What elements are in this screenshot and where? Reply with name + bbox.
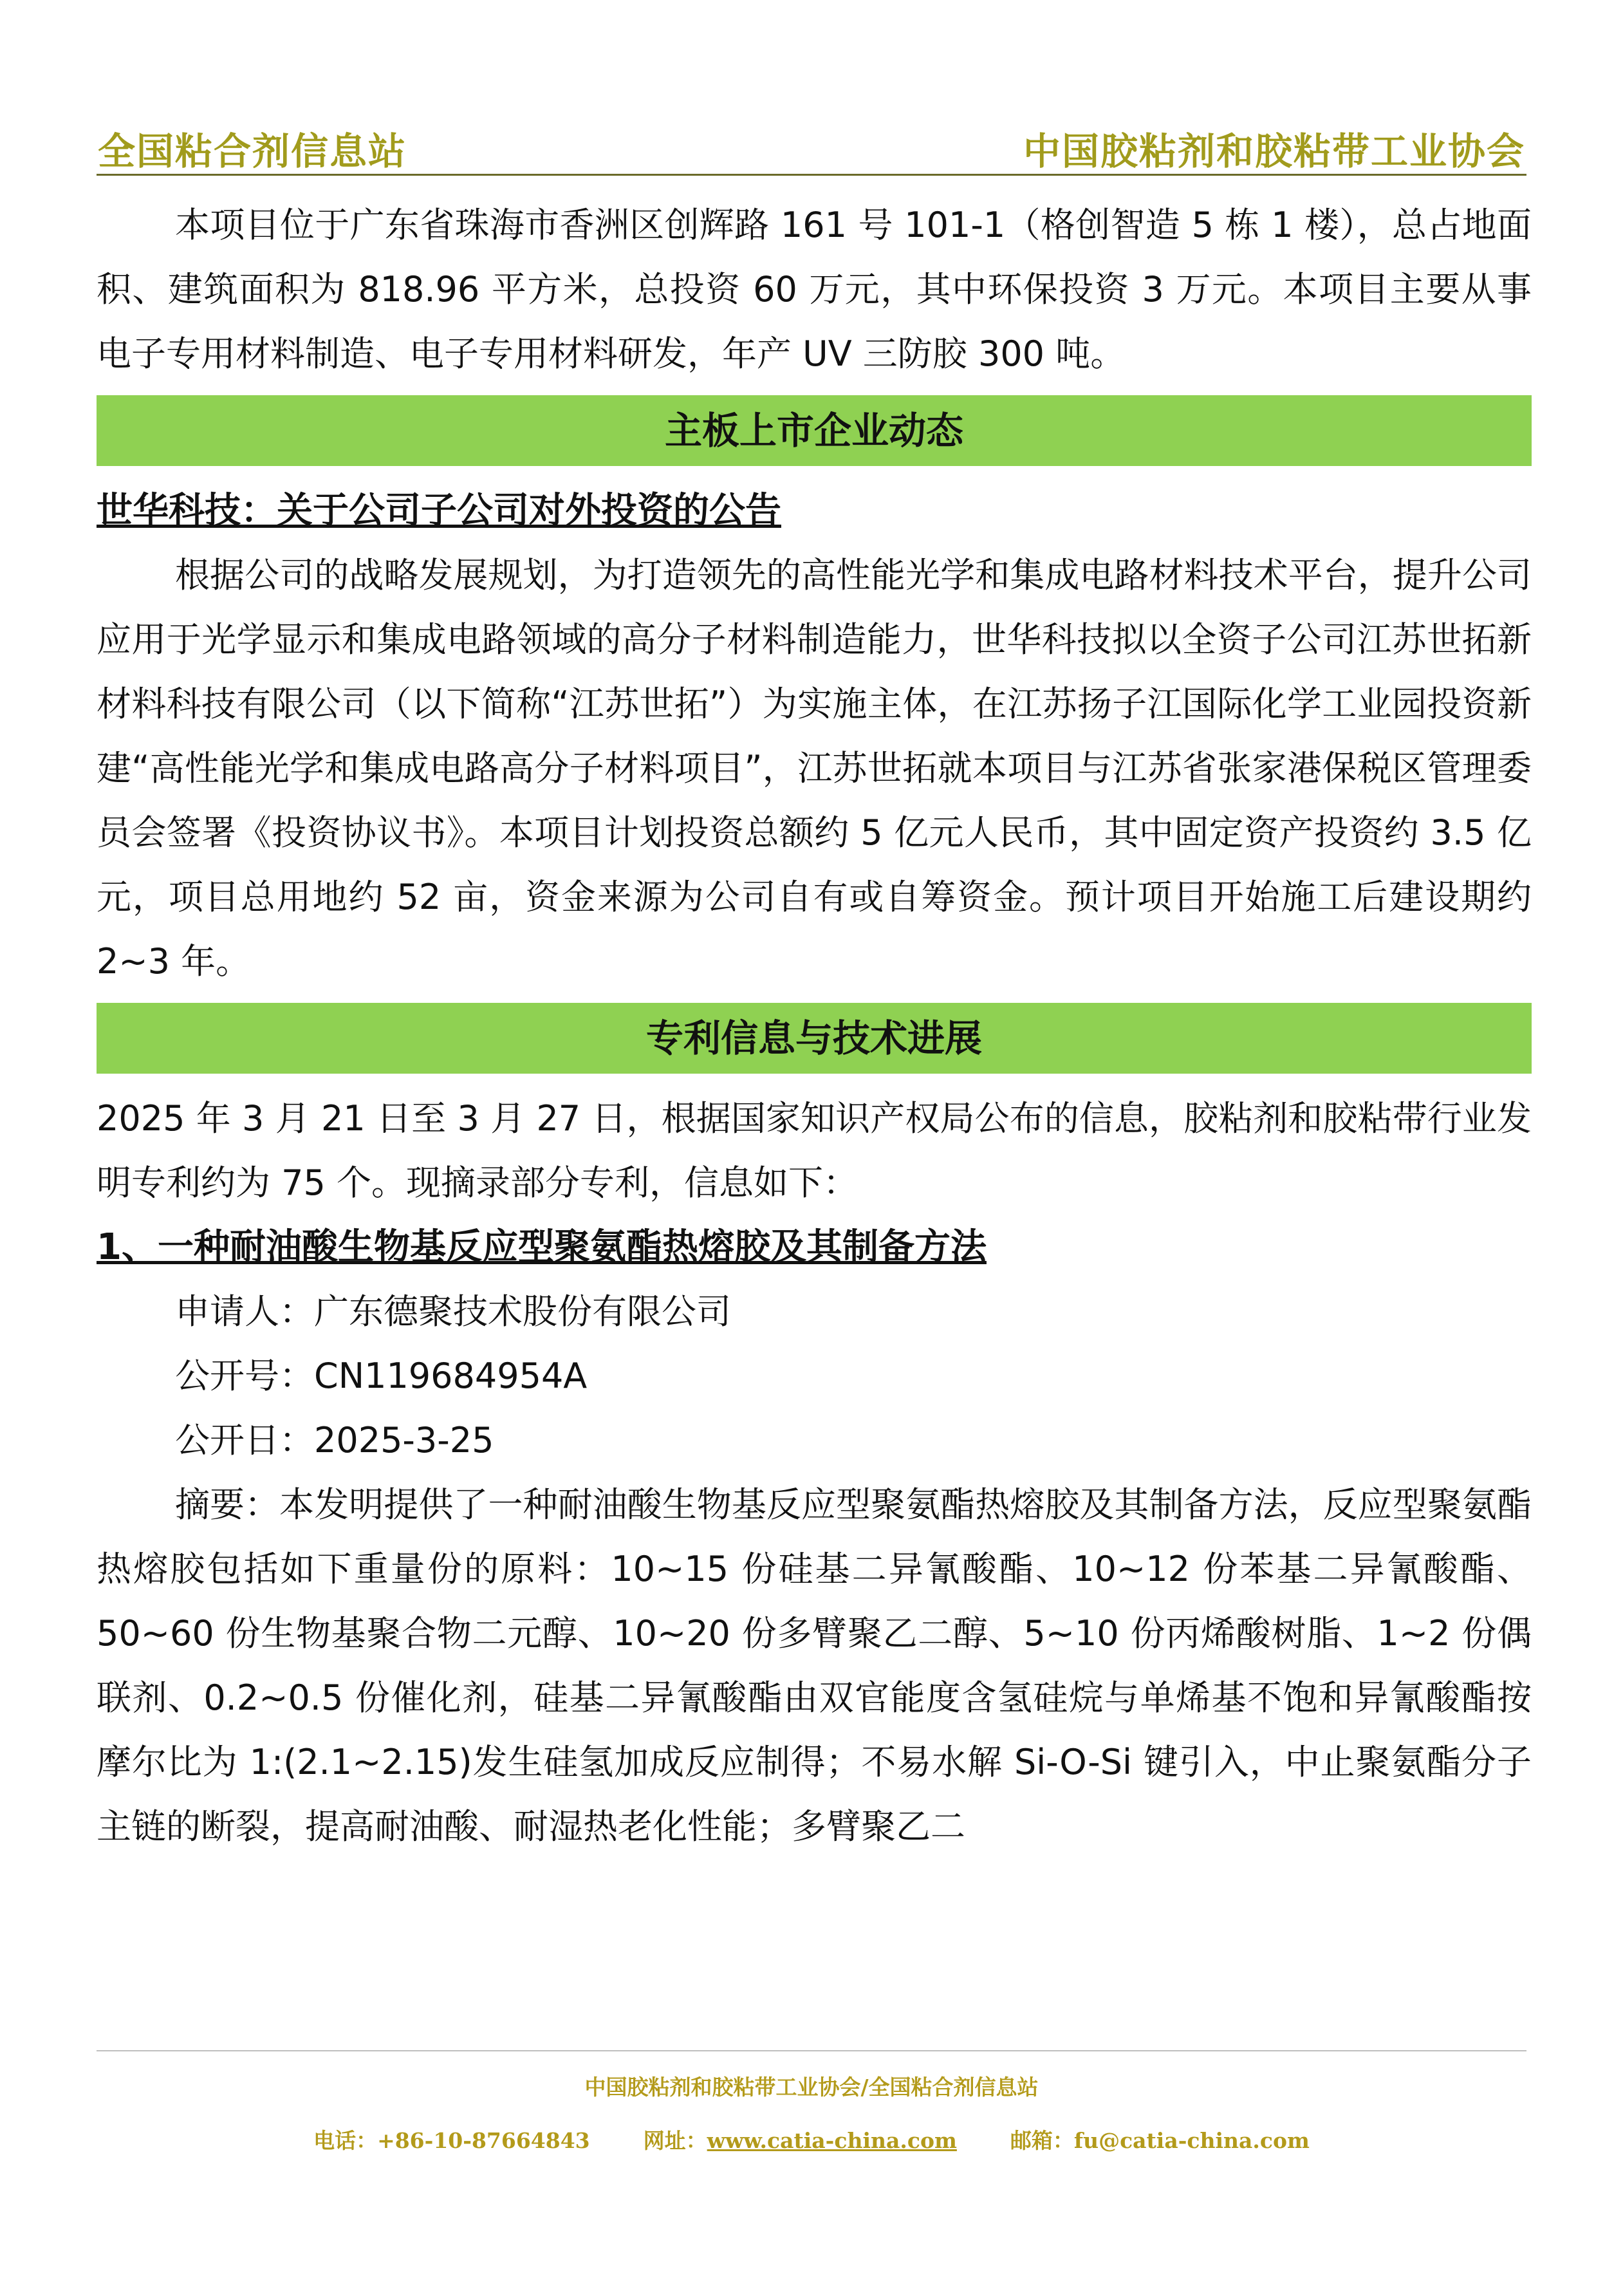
patent-title: 1、一种耐油酸生物基反应型聚氨酯热熔胶及其制备方法 [97,1226,987,1268]
patent-applicant: 申请人：广东德聚技术股份有限公司 [175,1291,731,1332]
page-footer [97,2050,1526,2154]
patents-intro: 2025 年 3 月 21 日至 3 月 27 日，根据国家知识产权局公布的信息，胶粘剂和胶粘带行业发明专利约为 75 个。现摘录部分专利，信息如下： [97,1098,1532,1203]
header-right-title: 中国胶粘剂和胶粘带工业协会 [1023,129,1525,173]
section-banner-listed-companies: 主板上市企业动态 [97,395,1532,466]
patent-abstract: 摘要：本发明提供了一种耐油酸生物基反应型聚氨酯热熔胶及其制备方法，反应型聚氨酯热熔胶包括如下重量份的原料：10~15 份硅基二异氰酸酯、10~12 份苯基二异氰酸酯、50~60 份生物基聚合物二元醇、10~20 份多臂聚乙二醇、5~10 份丙烯酸树脂、1~2 份偶联剂、0.2~0.5 份催化剂，硅基二异氰酸酯由双官能度含氢硅烷与单烯基不饱和异氰酸酯按摩尔比为 1:(2.1~2.15)发生硅氢加成反应制得；不易水解 Si-O-Si 键引入，中止聚氨酯分子主链的断裂，提高耐油酸、耐湿热老化性能；多臂聚乙二 [97,1484,1532,1847]
footer-website-link[interactable]: www.catia-china.com [707,2128,957,2153]
header-left-title: 全国粘合剂信息站 [98,129,407,173]
footer-organization: 中国胶粘剂和胶粘带工业协会/全国粘合剂信息站 [584,2075,1039,2100]
page-header [97,109,1526,176]
footer-website-label: 网址： [643,2128,707,2153]
article-body: 根据公司的战略发展规划，为打造领先的高性能光学和集成电路材料技术平台，提升公司应用于光学显示和集成电路领域的高分子材料制造能力，世华科技拟以全资子公司江苏世拓新材料科技有限公司（以下简称“江苏世拓”）为实施主体，在江苏扬子江国际化学工业园投资新建“高性能光学和集成电路高分子材料项目”，江苏世拓就本项目与江苏省张家港保税区管理委员会签署《投资协议书》。本项目计划投资总额约 5 亿元人民币，其中固定资产投资约 3.5 亿元，项目总用地约 52 亩，资金来源为公司自有或自筹资金。预计项目开始施工后建设期约 2~3 年。 [97,555,1532,982]
footer-phone: 电话：+86-10-87664843 [313,2128,590,2153]
footer-contact [97,2124,1526,2154]
footer-email: 邮箱：fu@catia-china.com [1010,2128,1310,2153]
intro-paragraph: 本项目位于广东省珠海市香洲区创辉路 161 号 101-1（格创智造 5 栋 1 楼），总占地面积、建筑面积为 818.96 平方米，总投资 60 万元，其中环保投资 3 万元。本项目主要从事电子专用材料制造、电子专用材料研发，年产 UV 三防胶 300 吨。 [97,205,1532,374]
patent-publication-number: 公开号：CN119684954A [175,1356,588,1396]
patent-publication-date: 公开日：2025-3-25 [175,1420,494,1461]
article-title: 世华科技：关于公司子公司对外投资的公告 [97,490,781,532]
section-banner-patents: 专利信息与技术进展 [97,1003,1532,1074]
document-body [97,193,1532,1859]
